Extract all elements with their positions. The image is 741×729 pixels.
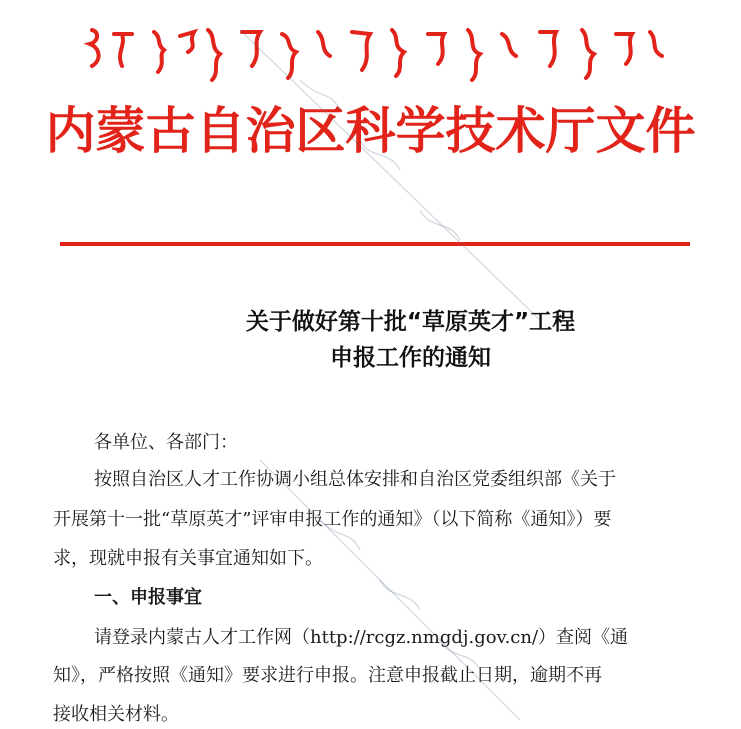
red-divider <box>60 242 690 246</box>
document-title-line1: 关于做好第十批“草原英才”工程 <box>245 309 576 335</box>
section-heading: 一、申报事宜 <box>94 587 202 608</box>
document-title-line2: 申报工作的通知 <box>330 345 491 371</box>
paragraph-line: 接收相关材料。 <box>53 704 179 725</box>
paragraph-line: 知》，严格按照《通知》要求进行申报。注意申报截止日期，逾期不再 <box>53 665 602 686</box>
mongolian-script-icon <box>70 22 670 84</box>
paragraph-line: 开展第十一批“草原英才”评审申报工作的通知》（以下简称《通知》）要 <box>53 509 612 530</box>
paragraph-line: 求，现就申报有关事宜通知如下。 <box>53 548 323 569</box>
agency-title: 内蒙古自治区科学技术厅文件 <box>45 102 696 160</box>
paragraph-line: 请登录内蒙古人才工作网（http://rcgz.nmgdj.gov.cn/）查阅《通 <box>94 627 629 648</box>
salutation: 各单位、各部门： <box>94 432 238 453</box>
paragraph-line: 按照自治区人才工作协调小组总体安排和自治区党委组织部《关于 <box>94 469 616 490</box>
